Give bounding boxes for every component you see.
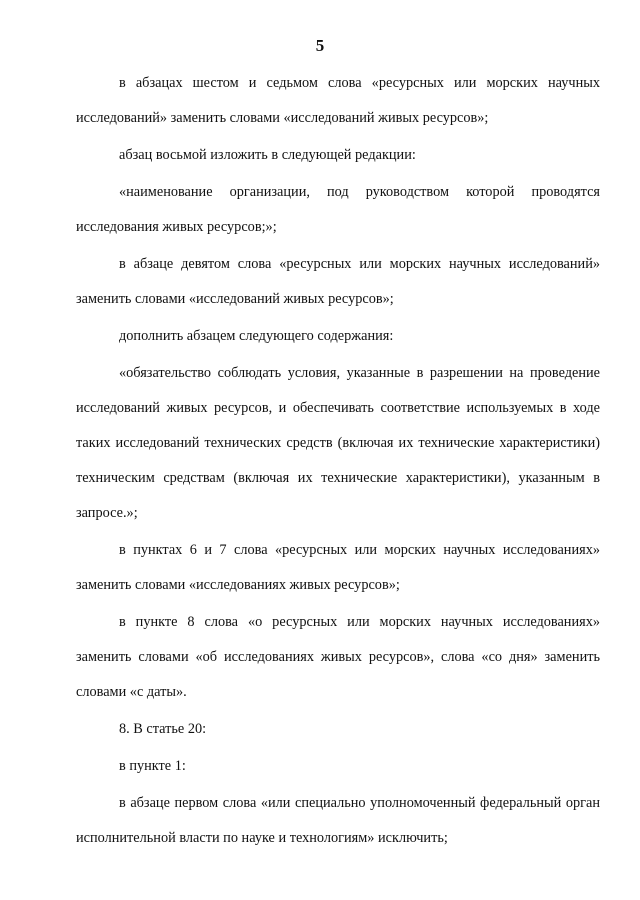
paragraph-punkty-6-7: в пунктах 6 и 7 слова «ресурсных или морских научных исследованиях» заменить словами «исследованиях живых ресурсов»; — [76, 542, 600, 593]
paragraph-punkt-8: в пункте 8 слова «о ресурсных или морских научных исследованиях» заменить словами «об исследованиях живых ресурсов», слова «со дня» заменить словами «с даты». — [76, 614, 600, 700]
paragraph-naimenovanie-organizatsii: «наименование организации, под руководством которой проводятся исследования живых ресурсов;»; — [76, 184, 600, 235]
paragraph-statya-20: 8. В статье 20: — [119, 721, 207, 737]
document-body — [76, 66, 600, 858]
paragraph-dopolnit-abzatsem: дополнить абзацем следующего содержания: — [119, 328, 394, 344]
paragraph-abzats-vosmoy: абзац восьмой изложить в следующей редакции: — [119, 147, 416, 163]
paragraph-punkt-1: в пункте 1: — [119, 758, 186, 774]
paragraph-abzats-devyatyy: в абзаце девятом слова «ресурсных или морских научных исследований» заменить словами «исследований живых ресурсов»; — [76, 256, 600, 307]
paragraph-abzats-pervyy: в абзаце первом слова «или специально уполномоченный федеральный орган исполнительной власти по науке и технологиям» исключить; — [76, 795, 600, 846]
page-number: 5 — [315, 36, 325, 55]
paragraph-obyazatelstvo: «обязательство соблюдать условия, указанные в разрешении на проведение исследований живых ресурсов, и обеспечивать соответствие используемых в ходе таких исследований технических средств (включая их технические характеристики) техническим средствам (включая их технические характеристики), указанным в запросе.»; — [76, 365, 600, 521]
paragraph-abzatsy-shestoy-sedmoy: в абзацах шестом и седьмом слова «ресурсных или морских научных исследований» заменить словами «исследований живых ресурсов»; — [76, 75, 600, 126]
